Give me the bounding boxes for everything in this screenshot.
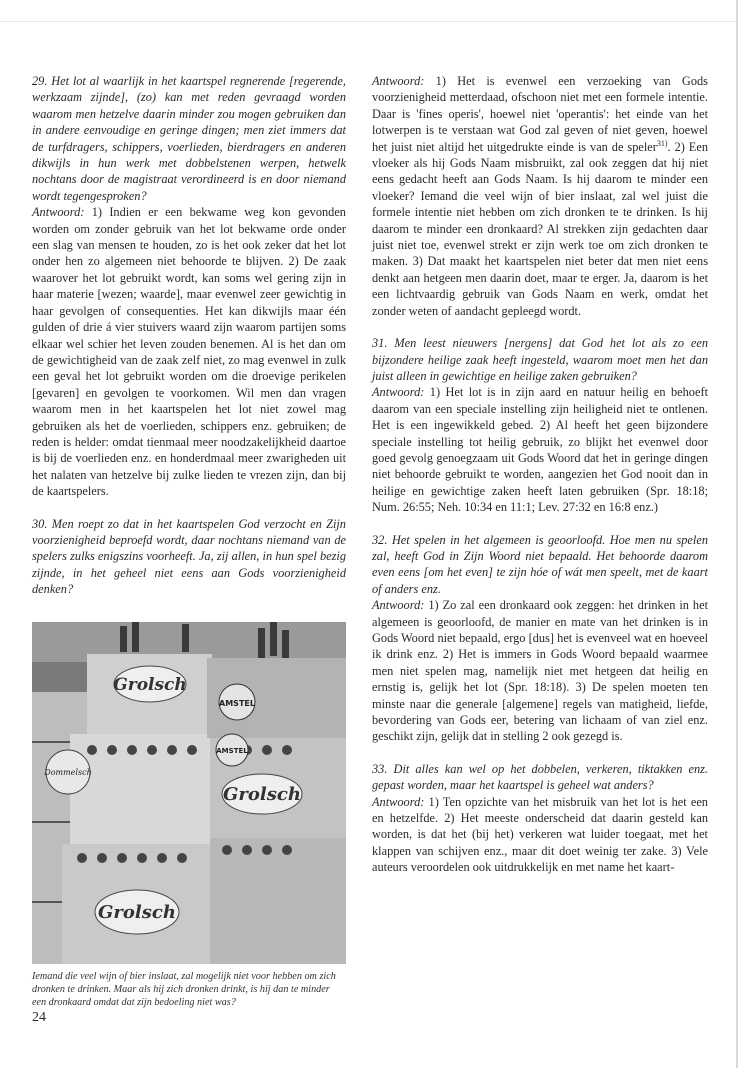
section-32 — [372, 532, 708, 745]
answer-30 — [372, 73, 708, 319]
question-text: Het lot al waarlijk in het kaartspel regnerende [regerende, werkzaam zijnde], (zo) kan met reden gevraagd worden waarom men hetzelve daarin minder zou mogen gebruiken dan in andere eenvoudige en geringe dingen; men ziet immers dat de turfdragers, schippers, voerlieden, bierdragers en anderen dikwijls in hun werk met dobbelstenen werpen, hetwelk nochtans door de magistraat verordineerd is en door niemand wordt tegengesproken? — [32, 74, 346, 203]
answer-text: 1) Indien er een bekwame weg kon gevonden worden om zonder gebruik van het lot bekwame orde onder een slag van mensen te houden, zo is het ook zeker dat het lot onder hen zo algemeen niet behoorde te blijven. 2) De zaak waarover het lot gebruikt wordt, kan soms wel gering zijn in haar materie [wezen; waarde], maar evenwel zeer gewichtig in haar gevolgen of consequenties. Het kan dikwijls maar één gulden of drie á vier stuivers waard zijn waarom partijen soms elkaar wel schier het leven zouden benemen. Al is het dan om de gewichtigheid van de zaak zelf niet, zo mag evenwel in zulk een geval het lot gebruikt worden om die droevige perikelen [gevaren] en gevolgen te voorkomen. Wil men dan vragen waarom men in het kaartspelen het lot niet zowel mag gebruiken als het de voerlieden, schippers enz. gebruiken; de reden is helder: omdat tienmaal meer noodzakelijkheid daartoe is bij de voerlieden enz. en honderdmaal meer zwarigheden uit het nalaten van hetzelve bij zulke lieden te vrezen zijn, dan bij de kaartspelers. — [32, 205, 346, 499]
crate-label-grolsch-1: Grolsch — [113, 674, 187, 695]
answer-31 — [372, 384, 708, 515]
answer-text-cont: . 2) Een vloeker als hij Gods Naam misbruikt, zal ook zeggen dat hij niet eens gedacht heeft aan Gods Naam. Is hij daarom te minder een vloeker? Iemand die veel wijn of bier inslaat, zal wel juist die formele intentie niet hebben om zich dronken te te drinken. Is hij daarom te minder een dronkaard? Al strekken zijn gedachten daar juist niet toe, evenwel strekt er zijn werk toe om zich dronken te maken. 3) Dat maakt het kaartspelen niet beter dat men niet eens denkt aan hetgeen men daarin doet, maar te erger. Ja, daarom is het een lichtvaardig gebruik van Gods Naam en werk, omdat het zonder weten of aandacht gepleegd wordt. — [372, 139, 708, 318]
question-text: Het spelen in het algemeen is geoorloofd. Hoe men nu spelen zal, heeft God in Zijn Woord niet bepaald. Het behoorde daarom even eens [om het even] te zijn hóe of wát men speelt, met de kaart of anders enz. — [372, 532, 708, 596]
question-number: 30. — [32, 516, 48, 531]
page-number: 24 — [32, 1010, 46, 1025]
crate-label-amstel-2: AMSTEL — [216, 746, 248, 755]
question-text: Men roept zo dat in het kaartspelen God verzocht en Zijn voorzienigheid beproefd wordt, daar nochtans niemand van de spelers zulks enigszins voorheeft. Ja, zij allen, in hun spel bezig zijnde, in het geheel niet eens aan Gods voorzienigheid denken? — [32, 516, 346, 597]
top-rule — [0, 21, 738, 22]
section-33 — [372, 761, 708, 876]
answer-text: 1) Zo zal een dronkaard ook zeggen: het drinken in het algemeen is geoorloofd, de manier en mate van het drinken is in Gods Woord niet bepaald, ergo [dus] het is evenveel wat en hoeveel ik drink enz. 2) Het is immers in Gods Woord bepaald waarmee men niet spelen mag, namelijk niet met hetgeen dat heilig en ernstig is, gelijk het lot (Spr. 18:18). 3) De spelen moeten ten minste naar die generale [algemene] regels van matigheid, liefde, bevordering van Gods eer, betering van lichaam of van ziel enz. geschikt zijn, gelijk dat in stelling 2 ook gezegd is. — [372, 598, 708, 744]
photo-caption: Iemand die veel wijn of bier inslaat, zal mogelijk niet voor hebben om zich dronken te drinken. Maar als hij zich dronken drinkt, is hij dan te minder een dronkaard omdat dat zijn bedoeling niet was? — [32, 970, 336, 1008]
answer-text: 1) Ten opzichte van het misbruik van het lot is het een en hetzelfde. 2) Het meeste onderscheid dat daarin gesteld kan worden, is dat het (bij het) verkeren wat luider toegaat, met het klappen van schijven enz., maar dit doet weinig ter zake. 3) Vele auteurs veroordelen ook uitdrukkelijk en met name het kaart- — [372, 794, 708, 875]
answer-text: 1) Het is evenwel een verzoeking van Gods voorzienigheid metterdaad, ofschoon niet met een formele intentie. Daar is 'fines operis', hoewel niet 'operantis': het einde van het lotwerpen is te verstaan wat God zal geven of niet geven, hoewel het juist niet altijd het uitgedrukte einde is van de speler — [372, 74, 708, 154]
photo-illustration — [32, 622, 346, 964]
question-text: Men leest nieuwers [nergens] dat God het lot als zo een bijzondere heilige zaak heeft ingesteld, waarom moet men het dan juist alleen in gewichtige en heilige zaken gebruiken? — [372, 336, 708, 383]
section-30-question — [32, 516, 346, 598]
question-29 — [32, 73, 346, 204]
answer-text: 1) Het lot is in zijn aard en natuur heilig en behoeft daarom van een speciale instelling zijn heiligheid niet te ontlenen. Het is een ingewikkeld gebed. 2) Al heeft het geen bijzondere speciale instelling tot heilig gebruik, zo blijkt het evenwel door goed gevolg genoegzaam uit Gods Woord dat het in geringe dingen niet behoorde gebruikt te worden, aangezien het God nooit dan in heilige en gewichtige zaken heeft laten gebruiken (Spr. 18:18; Num. 26:55; Neh. 10:34 en 11:1; Lev. 27:32 en 16:8 enz.) — [372, 385, 709, 515]
section-31 — [372, 335, 708, 515]
answer-label: Antwoord: — [372, 598, 425, 613]
section-29 — [32, 73, 346, 500]
question-number: 32. — [372, 532, 388, 547]
right-column — [372, 73, 708, 876]
question-number: 31. — [372, 336, 388, 351]
crate-label-grolsch-2: Grolsch — [223, 783, 301, 805]
left-column — [32, 73, 346, 1009]
crate-label-dommelsch: Dommelsch — [44, 767, 92, 777]
answer-label: Antwoord: — [372, 794, 425, 809]
answer-33 — [372, 794, 708, 876]
question-32 — [372, 532, 708, 598]
question-number: 29. — [32, 74, 48, 88]
answer-label: Antwoord: — [372, 385, 425, 400]
answer-32 — [372, 597, 708, 745]
answer-29 — [32, 204, 346, 499]
question-text: Dit alles kan wel op het dobbelen, verkeren, tiktakken enz. gepast worden, maar het kaartspel is geheel wat anders? — [372, 761, 708, 793]
crate-label-grolsch-3: Grolsch — [98, 901, 176, 923]
beer-crates-photo — [32, 622, 346, 964]
answer-label: Antwoord: — [372, 74, 425, 88]
question-30 — [32, 516, 346, 598]
crate-label-amstel-1: AMSTEL — [219, 698, 255, 708]
question-31 — [372, 335, 708, 384]
answer-label: Antwoord: — [32, 205, 85, 220]
question-33 — [372, 761, 708, 794]
question-number: 33. — [372, 761, 388, 776]
footnote-ref: 31) — [656, 138, 668, 148]
